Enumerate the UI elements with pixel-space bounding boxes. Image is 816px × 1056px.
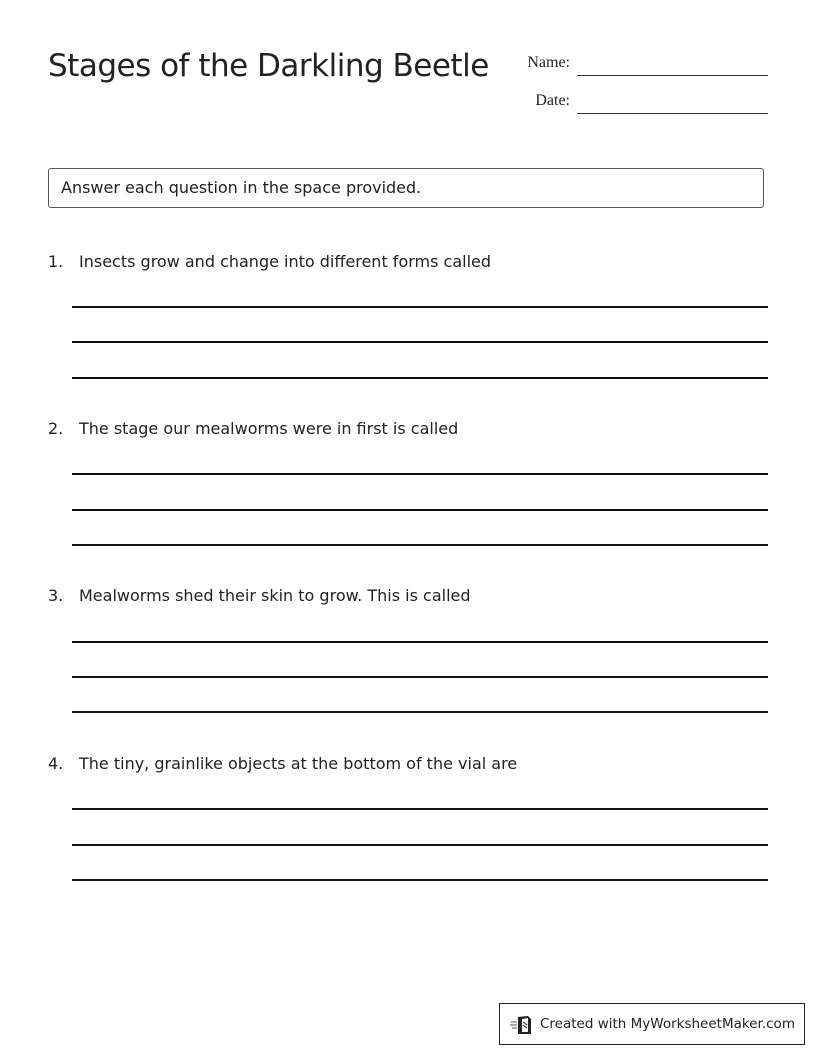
answer-line[interactable] [72,808,768,810]
question-number: 4. [48,754,64,773]
question-4 [48,754,768,884]
answer-line[interactable] [72,641,768,643]
footer-credit-text[interactable]: Created with MyWorksheetMaker.com [540,1016,795,1032]
date-blank-line[interactable] [577,113,768,114]
date-field[interactable] [500,86,768,116]
footer-badge[interactable] [499,1003,805,1045]
question-text: The stage our mealworms were in first is called [79,419,459,438]
answer-line[interactable] [72,544,768,546]
answer-line[interactable] [72,509,768,511]
question-number: 3. [48,586,64,605]
question-3 [48,586,768,716]
instructions-box [48,168,764,208]
name-field[interactable] [500,48,768,78]
question-1 [48,252,768,382]
answer-line[interactable] [72,341,768,343]
worksheet-maker-logo-icon [510,1015,532,1035]
date-label: Date: [535,92,570,109]
name-blank-line[interactable] [577,75,768,76]
name-label: Name: [527,54,570,71]
answer-line[interactable] [72,844,768,846]
question-text: The tiny, grainlike objects at the bottom of the vial are [79,754,518,773]
question-number: 2. [48,419,64,438]
question-text: Mealworms shed their skin to grow. This is called [79,586,471,605]
answer-line[interactable] [72,306,768,308]
answer-line[interactable] [72,879,768,881]
question-number: 1. [48,252,64,271]
question-text: Insects grow and change into different forms called [79,252,492,271]
instructions-text: Answer each question in the space provided. [61,178,422,197]
answer-line[interactable] [72,676,768,678]
answer-line[interactable] [72,473,768,475]
worksheet-title: Stages of the Darkling Beetle [48,48,489,84]
answer-line[interactable] [72,377,768,379]
answer-line[interactable] [72,711,768,713]
question-2 [48,419,768,549]
